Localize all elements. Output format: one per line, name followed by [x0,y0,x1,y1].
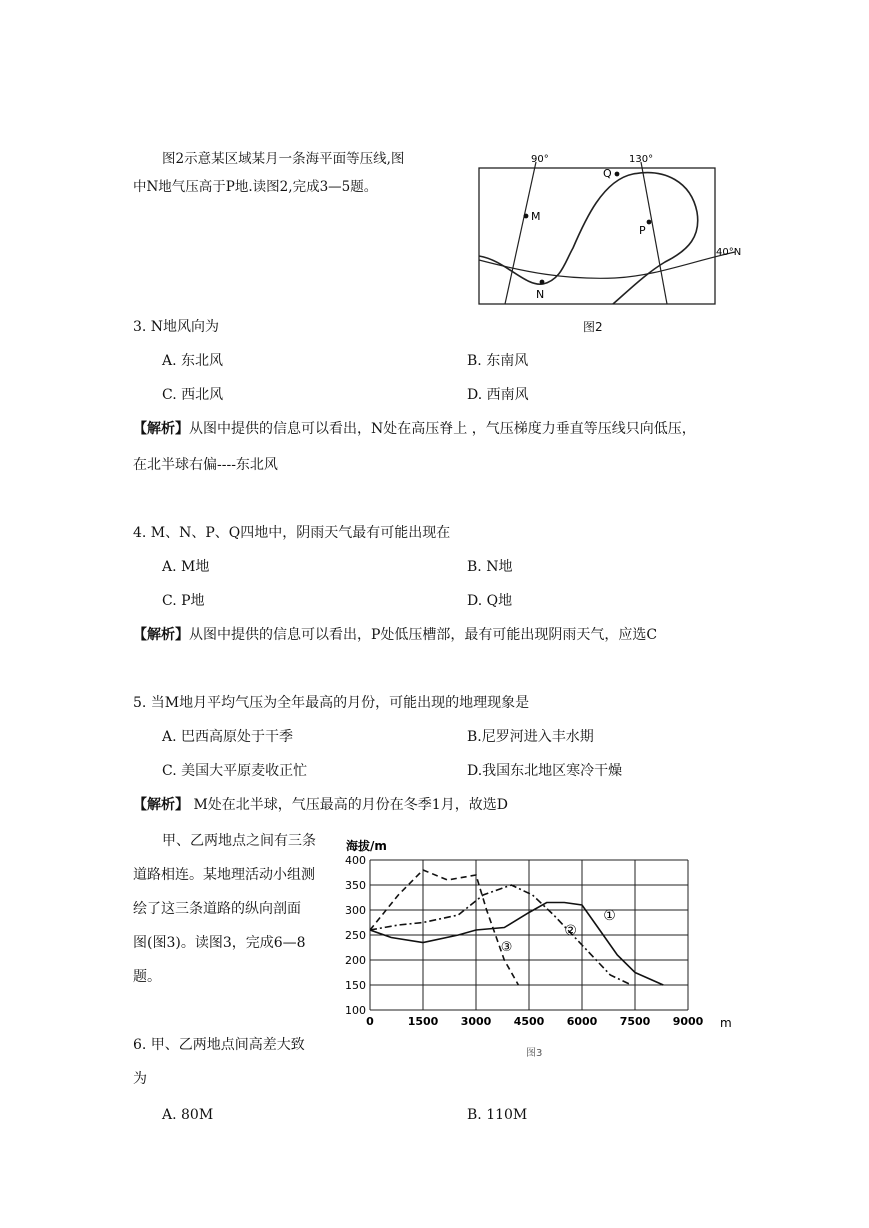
q3-option-c: C. 西北风 [162,387,224,403]
isobar-line [479,173,698,304]
q6-option-a: A. 80M [162,1107,214,1123]
q6-stem-line2: 为 [133,1071,147,1087]
q5-option-c: C. 美国大平原麦收正忙 [162,763,308,779]
fig3-grid [370,860,688,1010]
q5-analysis [133,796,508,814]
intro1-line1: 图2示意某区域某月一条海平面等压线,图 [162,151,405,167]
y-tick-label: 200 [345,954,366,967]
q3-analysis-text: 从图中提供的信息可以看出，N处在高压脊上 ，气压梯度力垂直等压线只向低压， [189,421,696,437]
fig3-ylabel: 海拔/m [346,839,387,853]
q5-option-b: B.尼罗河进入丰水期 [467,729,594,745]
intro2-line4: 图(图3)。读图3，完成6—8 [133,935,306,951]
y-tick-label: 250 [345,929,366,942]
intro1-line2: 中N地气压高于P地.读图2,完成3—5题。 [133,179,378,195]
point-p [647,220,652,225]
intro2-line1: 甲、乙两地点之间有三条 [162,833,316,849]
point-q [615,172,620,177]
q4-option-d: D. Q地 [467,593,513,609]
fig3-series-label-2: ② [564,923,577,939]
x-tick-label: 0 [366,1015,374,1028]
x-tick-label: 4500 [513,1015,545,1028]
point-n [540,280,545,285]
figure-2-isobar-map [465,152,765,332]
x-tick-label: 7500 [619,1015,651,1028]
y-tick-label: 100 [345,1004,366,1017]
fig3-xunit: m [720,1016,732,1030]
map-frame [479,168,715,304]
fig3-caption: 图3 [526,1048,543,1059]
y-tick-label: 150 [345,979,366,992]
intro-paragraph-1-cont [133,174,377,201]
figure-3-profile-chart [338,830,738,1070]
figure-2-caption: 图2 [583,320,603,334]
fig3-ticks [345,854,704,1028]
q3-analysis-line2: 在北半球右偏----东北风 [133,457,278,473]
series-line [370,903,663,986]
y-tick-label: 400 [345,854,366,867]
q5-analysis-tag: 【解析】 [133,797,189,813]
x-tick-label: 1500 [407,1015,439,1028]
intro2-line5: 题。 [133,969,161,985]
q3-option-d: D. 西南风 [467,387,529,403]
y-tick-label: 300 [345,904,366,917]
fig3-series-label-1: ① [603,908,616,924]
q3-option-a: A. 东北风 [162,353,224,369]
q4-option-b: B. N地 [467,559,513,575]
label-40n: 40°N [716,247,742,258]
x-tick-label: 6000 [566,1015,598,1028]
intro2-line3: 绘了这三条道路的纵向剖面 [133,901,301,917]
q5-stem: 5. 当M地月平均气压为全年最高的月份，可能出现的地理现象是 [133,695,530,711]
label-q: Q [603,167,612,180]
q5-option-d: D.我国东北地区寒冷干燥 [467,763,623,779]
intro-paragraph-1 [162,146,404,173]
label-m: M [531,210,541,223]
q6-stem-line1: 6. 甲、乙两地点间高差大致 [133,1037,305,1053]
label-130: 130° [629,154,654,165]
q4-option-a: A. M地 [162,559,210,575]
q6-option-b: B. 110M [467,1107,528,1123]
fig3-series [370,870,663,985]
q4-stem: 4. M、N、P、Q四地中，阴雨天气最有可能出现在 [133,525,451,541]
point-m [524,214,529,219]
q4-option-c: C. P地 [162,593,205,609]
q3-analysis-tag: 【解析】 [133,421,189,437]
q4-analysis-tag: 【解析】 [133,627,189,643]
fig3-series-label-3: ③ [500,940,513,955]
x-tick-label: 9000 [672,1015,704,1028]
q3-stem: 3. N地风向为 [133,319,220,335]
label-90: 90° [531,154,549,165]
q4-analysis-text: 从图中提供的信息可以看出，P处低压槽部，最有可能出现阴雨天气，应选C [189,627,658,643]
q5-option-a: A. 巴西高原处于干季 [162,729,294,745]
q3-option-b: B. 东南风 [467,353,529,369]
q5-analysis-text: M处在北半球，气压最高的月份在冬季1月，故选D [189,797,508,813]
x-tick-label: 3000 [460,1015,492,1028]
label-p: P [639,224,646,237]
y-tick-label: 350 [345,879,366,892]
label-n: N [536,288,545,301]
intro2-line2: 道路相连。某地理活动小组测 [133,867,315,883]
q3-analysis-line1 [133,420,696,438]
q4-analysis [133,626,657,644]
